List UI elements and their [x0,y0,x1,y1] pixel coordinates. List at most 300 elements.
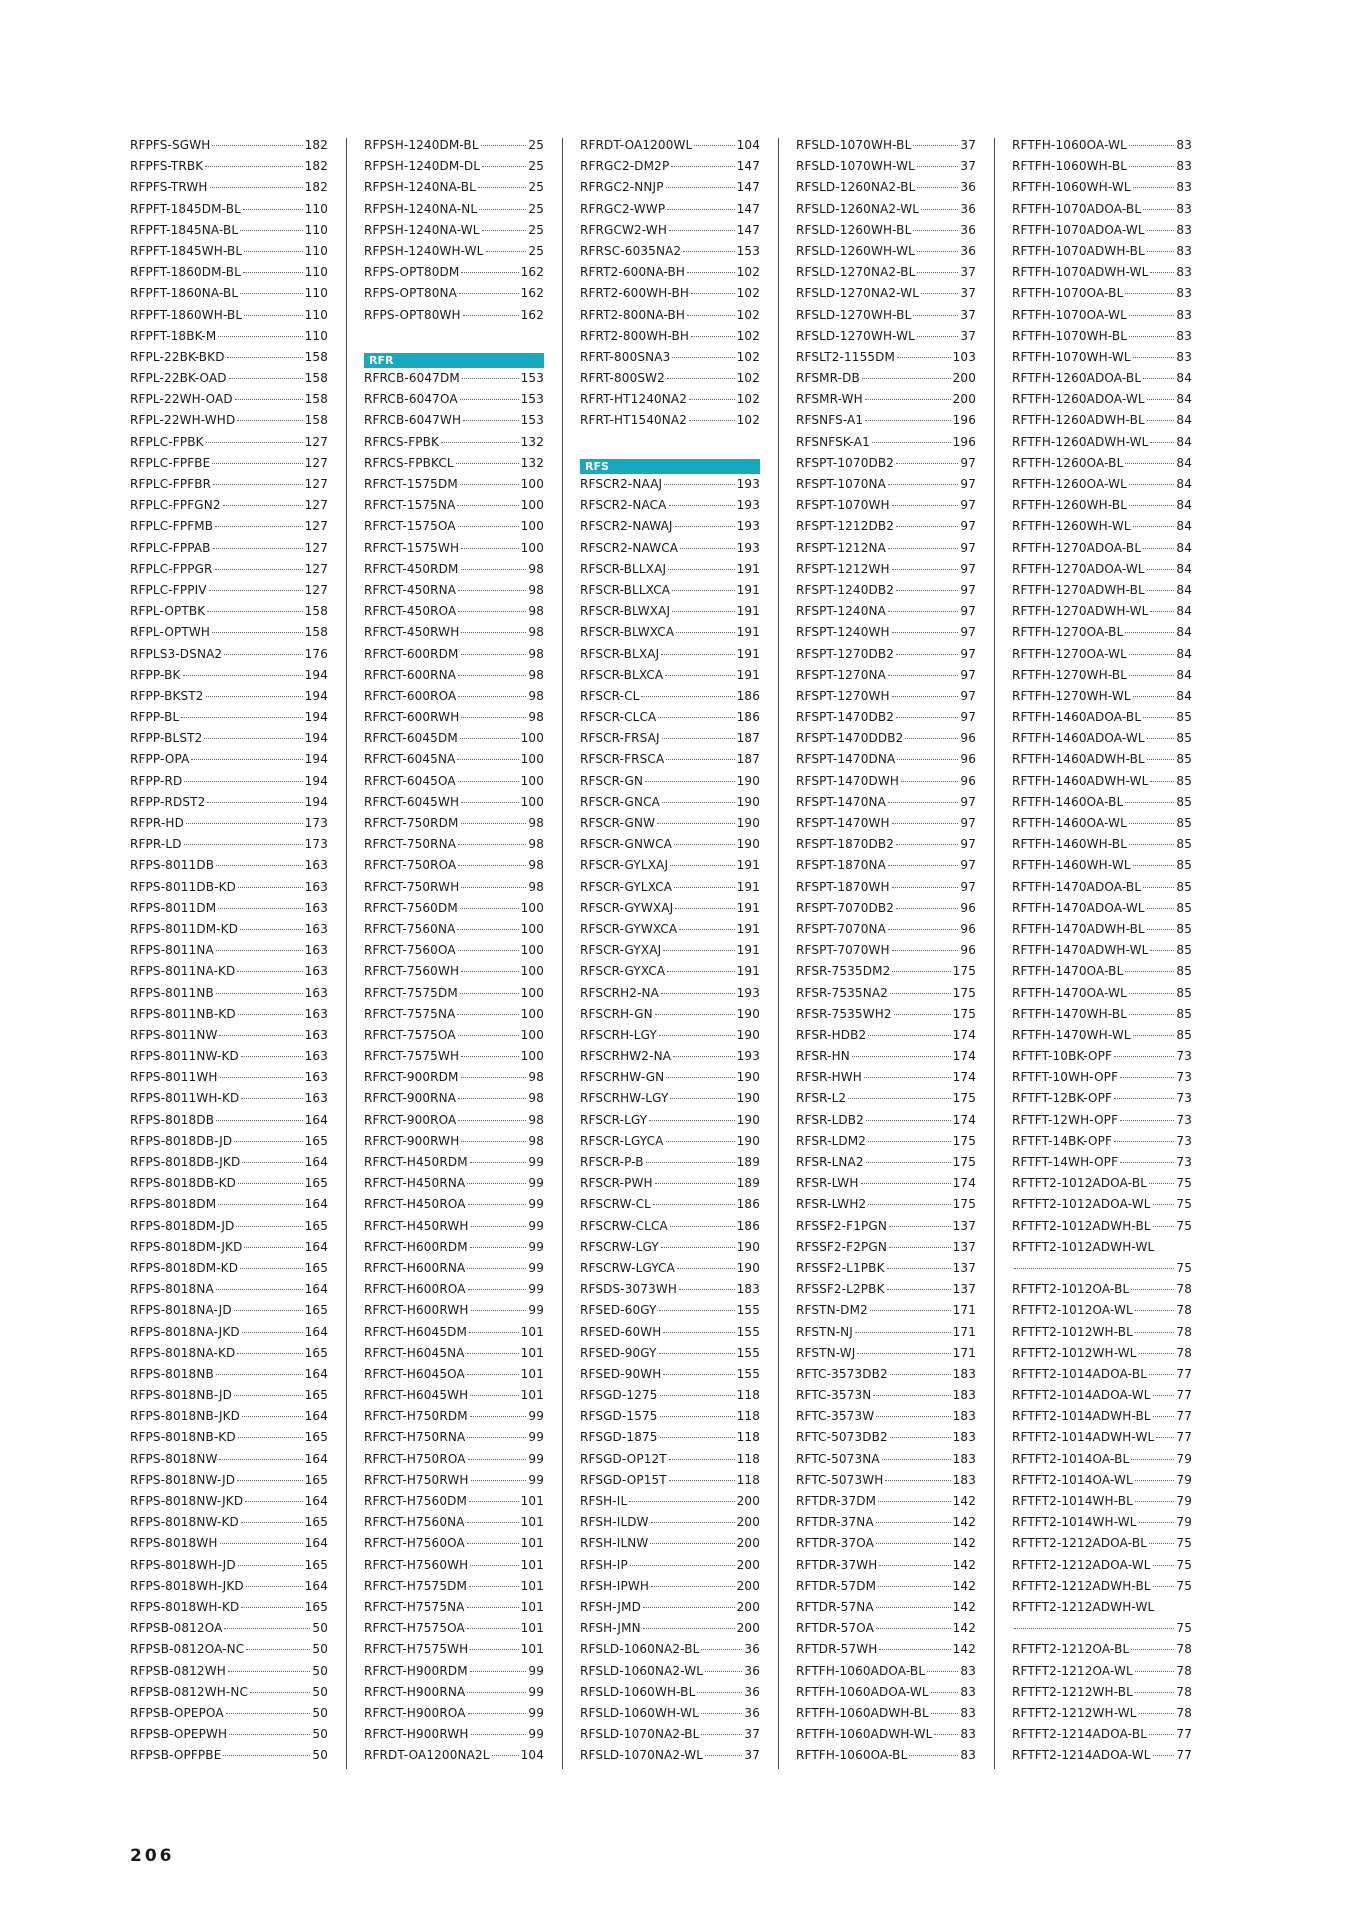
entry-page: 50 [312,1642,328,1657]
entry-name: RFTFH-1270OA-WL [1012,646,1127,661]
entry-name: RFTFT2-1012WH-WL [1012,1345,1137,1360]
entry-name: RFSH-ILNW [580,1536,649,1551]
entry-name: RFSLD-1260NA2-WL [796,201,920,216]
dot-leader [246,1586,303,1587]
entry-page: 83 [960,1705,976,1720]
entry-name: RFSCR-BLWXCA [580,625,675,640]
dot-leader [643,1628,735,1629]
index-entry [130,986,328,1007]
entry-page: 75 [1176,1621,1192,1636]
index-entry [796,583,976,604]
dot-leader [467,1543,519,1544]
index-entry [364,180,544,201]
dot-leader [461,632,526,633]
index-entry [580,413,760,434]
entry-page: 164 [304,1536,328,1551]
index-entry [364,1515,544,1536]
index-entry [1012,392,1192,413]
entry-page: 83 [1176,349,1192,364]
index-entry [364,456,544,477]
entry-page: 77 [1176,1366,1192,1381]
dot-leader [882,1459,951,1460]
index-entry [364,1346,544,1367]
dot-leader [461,548,518,549]
entry-page: 164 [304,1112,328,1127]
dot-leader [467,1374,519,1375]
dot-leader [223,1755,310,1756]
dot-leader [244,1247,302,1248]
dot-leader [246,1649,310,1650]
entry-name: RFRT2-800NA-BH [580,307,686,322]
index-entry [796,392,976,413]
entry-page: 118 [736,1409,760,1424]
entry-page: 164 [304,1282,328,1297]
dot-leader [1149,1543,1174,1544]
entry-name: RFPSH-1240NA-BL [364,180,476,195]
entry-name: RFRSC-6035NA2 [580,243,682,258]
dot-leader [889,1226,951,1227]
index-entry [580,1325,760,1346]
entry-page: 193 [736,1049,760,1064]
index-entry [130,1197,328,1218]
index-entry [1012,180,1192,201]
dot-leader [458,526,519,527]
index-entry [580,604,760,625]
entry-page: 100 [520,519,544,534]
entry-page: 163 [304,1006,328,1021]
entry-name: RFPLC-FPFBR [130,477,212,491]
entry-page: 142 [952,1515,976,1530]
dot-leader [1150,950,1174,951]
index-entry [580,1685,760,1706]
index-entry [1012,1176,1192,1197]
entry-page: 186 [736,1197,760,1212]
entry-page: 100 [520,943,544,958]
index-entry [1012,964,1192,985]
entry-page: 118 [736,1451,760,1466]
entry-name: RFPSB-0812OA [130,1621,223,1636]
entry-page: 75 [1176,1260,1192,1275]
entry-page: 191 [736,964,760,979]
entry-page: 174 [952,1176,976,1191]
dot-leader [1114,1056,1174,1057]
dot-leader [1133,1035,1175,1036]
index-entry [796,1409,976,1430]
entry-name: RFSR-LNA2 [796,1155,864,1169]
entry-name: RFTFH-1270ADWH-BL [1012,582,1145,597]
entry-page: 85 [1176,752,1192,767]
entry-page: 190 [736,1027,760,1042]
dot-leader [921,209,958,210]
entry-name: RFSH-IPWH [580,1578,650,1593]
entry-name: RFTFT2-1014WH-BL [1012,1494,1133,1508]
entry-name: RFTC-5073DB2 [796,1430,888,1445]
dot-leader [1153,1416,1175,1417]
entry-page: 97 [960,667,976,682]
dot-leader [896,908,958,909]
dot-leader [460,484,519,485]
dot-leader [218,908,302,909]
dot-leader [224,654,302,655]
index-entry [130,1494,328,1515]
index-entry [130,1664,328,1685]
index-entry [130,1325,328,1346]
dot-leader [888,611,958,612]
dot-leader [1149,1734,1174,1735]
entry-name: RFPS-8018DB-JD [130,1133,233,1148]
index-entry [580,689,760,710]
entry-page: 73 [1176,1070,1192,1085]
entry-page: 163 [304,879,328,894]
entry-name: RFRCT-600RWH [364,710,460,725]
index-entry [796,1091,976,1112]
entry-page: 97 [960,837,976,852]
index-entry [796,562,976,583]
entry-name: RFSPT-7070DB2 [796,900,895,915]
entry-page: 200 [736,1494,760,1508]
index-entry [796,1748,976,1769]
index-entry [364,541,544,562]
dot-leader [866,1120,951,1121]
dot-leader [701,1649,742,1650]
entry-name: RFSPT-7070WH [796,943,890,958]
index-entry [130,901,328,922]
dot-leader [1156,1437,1174,1438]
entry-page: 98 [528,837,544,852]
dot-leader [896,844,958,845]
index-entry [364,1134,544,1155]
dot-leader [457,505,518,506]
dot-leader [238,1183,303,1184]
index-entry [364,1070,544,1091]
dot-leader [649,1120,734,1121]
dot-leader [934,1734,958,1735]
index-entry [1012,1113,1192,1134]
index-entry [1012,1240,1192,1261]
index-entry [364,1155,544,1176]
dot-leader [892,971,950,972]
index-entry [580,138,760,159]
entry-page: 186 [736,688,760,703]
dot-leader [857,1353,950,1354]
dot-leader [660,1395,735,1396]
entry-name: RFPS-8018NA [130,1282,214,1297]
index-entry [1012,371,1192,392]
entry-name: RFSCRW-CLCA [580,1218,668,1233]
index-entry [1012,1409,1192,1430]
dot-leader [917,272,958,273]
index-entry [1012,922,1192,943]
entry-page: 25 [528,159,544,174]
entry-page: 101 [520,1515,544,1530]
entry-name: RFRT2-600WH-BH [580,286,690,301]
entry-page: 85 [1176,837,1192,852]
index-entry [364,689,544,710]
index-entry [580,519,760,540]
index-entry [130,1091,328,1112]
dot-leader [234,1310,303,1311]
entry-page: 190 [736,773,760,788]
entry-name: RFRCT-H600ROA [364,1282,466,1297]
spacer [580,435,760,456]
index-entry [1012,562,1192,583]
entry-name: RFTFH-1460ADOA-WL [1012,731,1145,746]
index-entry [1012,816,1192,837]
entry-name: RFTFH-1060WH-BL [1012,159,1128,174]
index-entry [1012,265,1192,286]
dot-leader [664,484,734,485]
index-entry [796,795,976,816]
entry-name: RFPS-8018WH [130,1536,218,1551]
entry-name: RFSCR-PWH [580,1176,653,1191]
index-entry [130,752,328,773]
entry-page: 147 [736,159,760,174]
entry-page: 118 [736,1430,760,1445]
dot-leader [216,1120,303,1121]
index-entry [130,286,328,307]
dot-leader [492,1755,519,1756]
entry-name: RFSMR-WH [796,392,863,407]
dot-leader [209,590,303,591]
entry-name: RFPS-8018WH-JKD [130,1578,244,1593]
entry-page: 155 [736,1324,760,1339]
dot-leader [461,887,526,888]
entry-name: RFPR-HD [130,816,184,830]
entry-name: RFPS-8018NB-JD [130,1388,233,1403]
index-entry [364,1113,544,1134]
entry-name: RFTDR-57DM [796,1578,877,1593]
index-entry [796,647,976,668]
dot-leader [486,251,527,252]
entry-page: 100 [520,985,544,1000]
entry-page: 85 [1176,879,1192,894]
index-entry [580,541,760,562]
entry-name: RFPLC-FPFBE [130,455,211,470]
index-entry [1012,752,1192,773]
entry-page: 182 [304,180,328,195]
entry-page: 189 [736,1176,760,1191]
index-entry [796,816,976,837]
entry-page: 137 [952,1282,976,1297]
dot-leader [669,505,735,506]
dot-leader [216,950,303,951]
entry-name: RFSLD-1260WH-WL [796,243,915,258]
index-entry [130,1388,328,1409]
entry-name: RFRCT-450RWH [364,625,460,640]
entry-page: 99 [528,1218,544,1233]
index-entry [580,1134,760,1155]
entry-name: RFPL-22WH-OAD [130,392,233,407]
entry-page: 193 [736,477,760,491]
entry-name: RFSPT-1470DB2 [796,710,895,725]
entry-name: RFRCT-450RNA [364,582,457,597]
entry-page: 147 [736,222,760,237]
entry-name: RFTFH-1260OA-WL [1012,477,1127,491]
index-entry [364,901,544,922]
index-entry [130,435,328,456]
dot-leader [662,802,735,803]
entry-page: 78 [1176,1303,1192,1318]
entry-name: RFSLT2-1155DM [796,349,896,364]
entry-page: 99 [528,1260,544,1275]
dot-leader [689,420,735,421]
index-entry [580,1367,760,1388]
dot-leader [661,993,735,994]
entry-name: RFPFT-1845WH-BL [130,243,243,258]
index-entry [1012,625,1192,646]
entry-name: RFSCR2-NAWCA [580,540,679,555]
index-entry [130,244,328,265]
index-entry [130,1240,328,1261]
dot-leader [868,1204,950,1205]
dot-leader [1153,1586,1175,1587]
entry-name: RFTC-5073NA [796,1451,880,1466]
entry-page: 99 [528,1176,544,1191]
dot-leader [234,1141,302,1142]
index-entry [796,1049,976,1070]
dot-leader [461,1056,518,1057]
index-entry [580,1028,760,1049]
entry-name: RFPLC-FPFMB [130,519,214,534]
index-entry [130,1748,328,1769]
entry-page: 97 [960,646,976,661]
index-entry [580,1515,760,1536]
entry-page: 182 [304,159,328,174]
entry-name: RFSLD-1270NA2-WL [796,286,920,301]
index-entry [796,922,976,943]
index-entry [796,731,976,752]
entry-page: 194 [304,731,328,746]
entry-name: RFPLC-FPPAB [130,540,211,555]
entry-page: 104 [736,138,760,152]
entry-name: RFTFH-1060OA-WL [1012,138,1127,152]
entry-page: 78 [1176,1642,1192,1657]
entry-page: 164 [304,1155,328,1169]
entry-name: RFTDR-37WH [796,1557,878,1572]
entry-name: RFPFT-1845DM-BL [130,201,241,216]
index-entry [1012,1664,1192,1685]
index-entry [796,519,976,540]
entry-page: 100 [520,794,544,809]
entry-name: RFRCT-6045OA [364,773,456,788]
dot-leader [461,971,518,972]
entry-name: RFSCR-FRSAJ [580,731,660,746]
index-entry [130,774,328,795]
entry-page: 101 [520,1388,544,1403]
entry-name: RFTFH-1070WH-BL [1012,328,1128,343]
dot-leader [1147,420,1175,421]
dot-leader [478,187,526,188]
index-entry [364,1621,544,1642]
entry-name: RFRT-800SW2 [580,371,665,386]
index-entry [364,138,544,159]
entry-name: RFSCRHW-GN [580,1070,665,1085]
dot-leader [1153,1204,1175,1205]
entry-page: 73 [1176,1133,1192,1148]
entry-name: RFRCT-7575DM [364,985,458,1000]
index-entry [1012,477,1192,498]
dot-leader [865,420,950,421]
dot-leader [215,526,302,527]
dot-leader [1125,632,1174,633]
index-entry [1012,1028,1192,1049]
dot-leader [186,823,303,824]
index-entry [796,625,976,646]
entry-name: RFRCT-450ROA [364,604,457,619]
dot-leader [878,1586,950,1587]
entry-name: RFSCR-GYWXCA [580,921,678,936]
entry-page: 101 [520,1621,544,1636]
dot-leader [1139,1713,1175,1714]
entry-page: 83 [1176,159,1192,174]
entry-name: RFSCR-BLLXCA [580,582,671,597]
entry-page: 183 [736,1282,760,1297]
entry-name: RFSCRW-LGY [580,1239,659,1254]
entry-name: RFRCT-7560OA [364,943,456,958]
dot-leader [673,1056,735,1057]
entry-page: 84 [1176,434,1192,449]
dot-leader [896,526,958,527]
entry-page: 83 [960,1663,976,1678]
entry-name: RFTC-5073WH [796,1472,884,1487]
entry-name: RFRCS-FPBKCL [364,455,454,470]
dot-leader [917,166,958,167]
entry-name: RFPS-8018DM-KD [130,1260,239,1275]
entry-name: RFPP-RD [130,773,183,788]
index-entry [130,180,328,201]
entry-page: 98 [528,1091,544,1106]
entry-page: 101 [520,1599,544,1614]
entry-name: RFRCT-750RDM [364,816,459,830]
index-entry [1012,308,1192,329]
index-entry [580,1219,760,1240]
entry-page: 97 [960,561,976,576]
entry-page: 162 [520,265,544,280]
index-entry [364,1219,544,1240]
dot-leader [629,1501,734,1502]
entry-page: 98 [528,858,544,873]
dot-leader [204,738,302,739]
index-entry [1012,350,1192,371]
entry-page: 36 [744,1663,760,1678]
entry-name: RFRCT-6045DM [364,731,458,746]
index-entry [364,752,544,773]
entry-page: 194 [304,667,328,682]
entry-page: 127 [304,498,328,513]
entry-name: RFTFH-1470ADWH-WL [1012,943,1149,958]
index-column-3 [562,138,778,1769]
entry-name: RFSR-LDB2 [796,1112,864,1127]
entry-page: 173 [304,816,328,830]
entry-name: RFPLC-FPPGR [130,561,213,576]
index-entry [1012,604,1192,625]
entry-page: 183 [952,1366,976,1381]
index-entry [130,1028,328,1049]
index-entry [1012,456,1192,477]
dot-leader [680,548,735,549]
entry-page: 171 [952,1303,976,1318]
entry-name: RFTDR-37NA [796,1515,874,1530]
entry-name: RFPP-OPA [130,752,190,767]
index-entry [796,1515,976,1536]
index-entry [796,1346,976,1367]
dot-leader [1135,1692,1174,1693]
entry-name: RFRCT-600RDM [364,646,459,661]
dot-leader [890,993,951,994]
index-entry [364,1261,544,1282]
entry-name: RFPP-BK [130,667,181,682]
dot-leader [921,293,958,294]
